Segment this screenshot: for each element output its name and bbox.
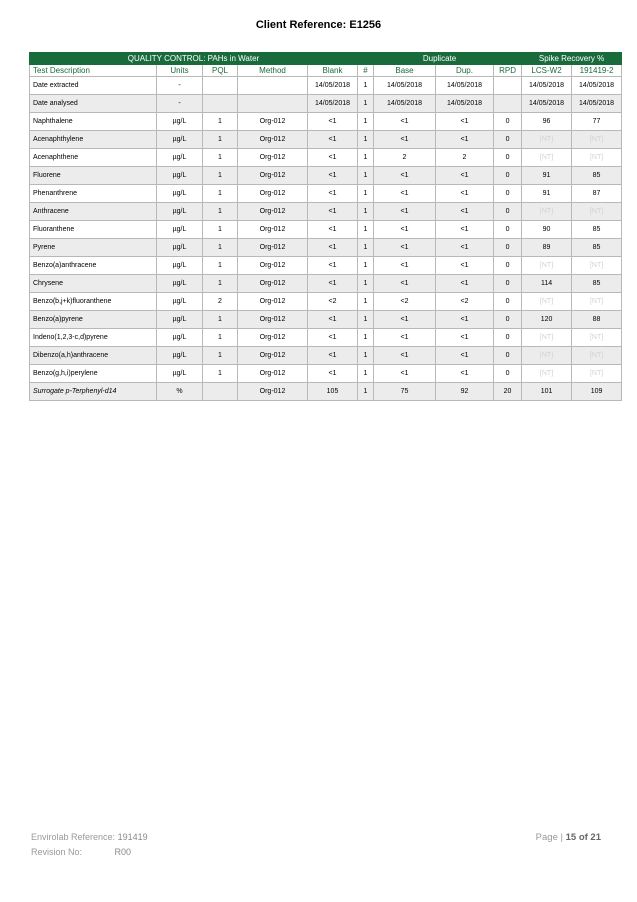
table-cell: 1 [358,329,374,347]
column-header-row [30,64,622,77]
table-cell: 101 [522,383,572,401]
footer-reference [31,830,148,860]
table-cell [203,95,238,113]
table-cell: <2 [436,293,494,311]
table-cell: 14/05/2018 [572,77,622,95]
test-description-cell: Benzo(a)anthracene [30,257,157,275]
table-cell: <1 [374,203,436,221]
table-cell: Org-012 [238,383,308,401]
table-cell: 89 [522,239,572,257]
column-header: Base [374,64,436,77]
table-cell: 1 [358,167,374,185]
table-cell: 75 [374,383,436,401]
table-cell: [NT] [522,365,572,383]
table-cell: <1 [308,113,358,131]
column-header: Blank [308,64,358,77]
table-row [30,275,622,293]
table-cell: 1 [358,185,374,203]
table-cell: 1 [358,275,374,293]
table-cell: <1 [308,347,358,365]
table-cell: 14/05/2018 [374,95,436,113]
test-description-cell: Acenaphthene [30,149,157,167]
revision-label: Revision No: [31,847,83,857]
table-cell: [NT] [522,203,572,221]
table-cell: % [157,383,203,401]
table-cell: <1 [308,365,358,383]
test-description-cell: Acenaphthylene [30,131,157,149]
table-cell: [NT] [572,131,622,149]
table-cell: <1 [374,239,436,257]
table-cell: 0 [494,293,522,311]
table-cell: µg/L [157,311,203,329]
table-cell: 14/05/2018 [436,95,494,113]
table-cell: <1 [436,221,494,239]
table-cell: [NT] [522,131,572,149]
table-cell: 1 [358,365,374,383]
table-cell: [NT] [522,149,572,167]
table-cell: 2 [203,293,238,311]
table-cell: 1 [358,131,374,149]
table-row [30,95,622,113]
table-cell: 14/05/2018 [522,77,572,95]
qc-table [29,52,622,401]
table-cell: µg/L [157,167,203,185]
table-row [30,383,622,401]
table-cell: µg/L [157,113,203,131]
table-cell: 1 [358,383,374,401]
table-cell: 1 [203,203,238,221]
table-cell: 0 [494,257,522,275]
table-cell [494,77,522,95]
table-cell: <1 [374,365,436,383]
table-cell: 1 [203,311,238,329]
table-cell: <1 [374,131,436,149]
table-cell: 87 [572,185,622,203]
table-cell: <2 [308,293,358,311]
table-cell: <1 [308,311,358,329]
test-description-cell: Fluorene [30,167,157,185]
test-description-cell: Dibenzo(a,h)anthracene [30,347,157,365]
table-cell: 105 [308,383,358,401]
table-cell: <1 [436,275,494,293]
table-cell: Org-012 [238,347,308,365]
table-cell: <1 [374,257,436,275]
table-cell: [NT] [572,365,622,383]
table-cell: <1 [436,185,494,203]
test-description-cell: Surrogate p-Terphenyl-d14 [30,383,157,401]
table-cell: 20 [494,383,522,401]
table-cell: µg/L [157,257,203,275]
column-header: Test Description [30,64,157,77]
table-cell [203,77,238,95]
table-cell: <1 [436,311,494,329]
table-cell: 96 [522,113,572,131]
table-cell: 1 [203,167,238,185]
table-row [30,113,622,131]
table-cell: <1 [436,167,494,185]
table-cell: 1 [203,347,238,365]
table-cell: µg/L [157,365,203,383]
table-cell: [NT] [572,203,622,221]
table-row [30,149,622,167]
table-cell: 14/05/2018 [308,95,358,113]
table-row [30,347,622,365]
table-cell: 85 [572,167,622,185]
table-row [30,311,622,329]
table-cell: Org-012 [238,167,308,185]
table-cell: 88 [572,311,622,329]
table-row [30,329,622,347]
table-cell: Org-012 [238,149,308,167]
table-cell: 1 [203,257,238,275]
table-cell: 1 [358,239,374,257]
table-cell: 0 [494,311,522,329]
table-cell: 109 [572,383,622,401]
table-cell: <1 [436,113,494,131]
band-qc: QUALITY CONTROL: PAHs in Water [30,53,358,65]
envirolab-reference-value: 191419 [117,832,148,842]
table-cell: [NT] [572,293,622,311]
table-cell: µg/L [157,293,203,311]
table-cell: 14/05/2018 [436,77,494,95]
table-cell: <1 [374,221,436,239]
table-cell: µg/L [157,203,203,221]
table-cell: 1 [203,113,238,131]
table-cell: <1 [436,329,494,347]
table-cell: 1 [358,113,374,131]
table-cell: µg/L [157,149,203,167]
table-cell: 1 [358,257,374,275]
table-cell: [NT] [572,329,622,347]
table-cell: Org-012 [238,293,308,311]
table-cell: <1 [436,239,494,257]
table-cell: <1 [374,167,436,185]
table-cell: 1 [203,275,238,293]
table-cell: <1 [374,275,436,293]
table-cell: <1 [308,329,358,347]
table-cell: <1 [436,131,494,149]
table-cell: <1 [308,239,358,257]
table-cell: <1 [308,203,358,221]
table-cell: <1 [374,311,436,329]
table-cell: 114 [522,275,572,293]
band-duplicate: Duplicate [358,53,522,65]
table-cell: 1 [203,365,238,383]
table-cell: [NT] [572,257,622,275]
column-header: Method [238,64,308,77]
table-cell: 90 [522,221,572,239]
table-cell: <1 [436,257,494,275]
table-cell: <1 [436,203,494,221]
table-cell: 0 [494,185,522,203]
table-row [30,167,622,185]
table-cell: 1 [358,95,374,113]
table-cell: 0 [494,149,522,167]
table-cell [494,95,522,113]
table-cell: Org-012 [238,239,308,257]
table-row [30,257,622,275]
table-cell: 2 [374,149,436,167]
table-cell: 0 [494,365,522,383]
test-description-cell: Naphthalene [30,113,157,131]
revision-value: R00 [114,847,132,857]
table-row [30,239,622,257]
table-cell: 1 [203,131,238,149]
table-cell [203,383,238,401]
table-cell: 0 [494,167,522,185]
column-header: Units [157,64,203,77]
test-description-cell: Date extracted [30,77,157,95]
table-cell: 0 [494,329,522,347]
table-cell: <1 [374,347,436,365]
table-row [30,221,622,239]
table-cell: µg/L [157,221,203,239]
table-cell: 1 [358,311,374,329]
table-cell: 14/05/2018 [572,95,622,113]
test-description-cell: Date analysed [30,95,157,113]
table-cell: 1 [358,203,374,221]
test-description-cell: Chrysene [30,275,157,293]
test-description-cell: Benzo(a)pyrene [30,311,157,329]
table-cell [238,95,308,113]
table-cell: <1 [374,329,436,347]
page-title: Client Reference: E1256 [255,19,382,31]
table-cell: µg/L [157,275,203,293]
table-cell: 85 [572,221,622,239]
table-row [30,203,622,221]
table-cell: 92 [436,383,494,401]
table-cell: µg/L [157,185,203,203]
column-header: # [358,64,374,77]
table-cell: 2 [436,149,494,167]
table-row [30,185,622,203]
page-label: Page | [535,832,563,843]
table-cell: µg/L [157,131,203,149]
table-cell: Org-012 [238,365,308,383]
table-cell: 1 [203,149,238,167]
table-cell: <1 [374,113,436,131]
table-cell: [NT] [522,329,572,347]
page-number [536,832,601,843]
table-cell: Org-012 [238,329,308,347]
table-cell: 1 [203,221,238,239]
table-cell: 91 [522,167,572,185]
test-description-cell: Benzo(b,j+k)fluoranthene [30,293,157,311]
table-cell: - [157,95,203,113]
table-cell: [NT] [522,347,572,365]
table-cell: 85 [572,275,622,293]
table-row [30,131,622,149]
table-cell: <1 [308,275,358,293]
table-cell: <1 [308,257,358,275]
table-row [30,77,622,95]
table-cell: 1 [358,347,374,365]
table-row [30,293,622,311]
test-description-cell: Indeno(1,2,3-c,d)pyrene [30,329,157,347]
table-row [30,365,622,383]
test-description-cell: Benzo(g,h,i)perylene [30,365,157,383]
table-cell: Org-012 [238,275,308,293]
table-cell: 1 [358,221,374,239]
table-cell: - [157,77,203,95]
test-description-cell: Fluoranthene [30,221,157,239]
table-cell: 91 [522,185,572,203]
table-cell: [NT] [572,149,622,167]
table-cell: µg/L [157,347,203,365]
column-header: LCS-W2 [522,64,572,77]
envirolab-reference-label: Envirolab Reference: [31,832,116,842]
table-cell: Org-012 [238,221,308,239]
table-cell: <1 [436,347,494,365]
table-cell: 1 [358,293,374,311]
table-cell: 85 [572,239,622,257]
table-cell: 14/05/2018 [308,77,358,95]
table-cell: 0 [494,203,522,221]
test-description-cell: Anthracene [30,203,157,221]
table-cell: 0 [494,221,522,239]
table-cell: [NT] [522,257,572,275]
table-cell: <1 [308,185,358,203]
table-cell: <1 [436,365,494,383]
table-cell: <1 [308,167,358,185]
table-cell: 1 [203,239,238,257]
table-cell: Org-012 [238,311,308,329]
table-cell: [NT] [522,293,572,311]
table-cell: µg/L [157,239,203,257]
test-description-cell: Pyrene [30,239,157,257]
page-value: 15 of 21 [565,832,601,843]
table-cell: <1 [308,221,358,239]
column-header: RPD [494,64,522,77]
table-cell: <2 [374,293,436,311]
table-cell: 1 [203,329,238,347]
table-cell: <1 [308,131,358,149]
table-cell: 0 [494,113,522,131]
table-cell: 120 [522,311,572,329]
table-cell: Org-012 [238,257,308,275]
table-cell: 1 [358,77,374,95]
table-cell: Org-012 [238,113,308,131]
column-header: PQL [203,64,238,77]
table-cell: <1 [374,185,436,203]
table-cell: 0 [494,239,522,257]
table-cell: Org-012 [238,203,308,221]
table-cell: 77 [572,113,622,131]
table-cell: 0 [494,275,522,293]
table-cell [238,77,308,95]
table-cell: 14/05/2018 [374,77,436,95]
table-cell: 0 [494,131,522,149]
column-header: Dup. [436,64,494,77]
table-cell: µg/L [157,329,203,347]
table-cell: Org-012 [238,131,308,149]
table-cell: 14/05/2018 [522,95,572,113]
band-spike-recovery: Spike Recovery % [522,53,622,65]
column-header: 191419-2 [572,64,622,77]
table-cell: [NT] [572,347,622,365]
table-cell: Org-012 [238,185,308,203]
qc-table-body [30,77,622,401]
table-cell: <1 [308,149,358,167]
test-description-cell: Phenanthrene [30,185,157,203]
table-cell: 0 [494,347,522,365]
table-cell: 1 [203,185,238,203]
table-cell: 1 [358,149,374,167]
